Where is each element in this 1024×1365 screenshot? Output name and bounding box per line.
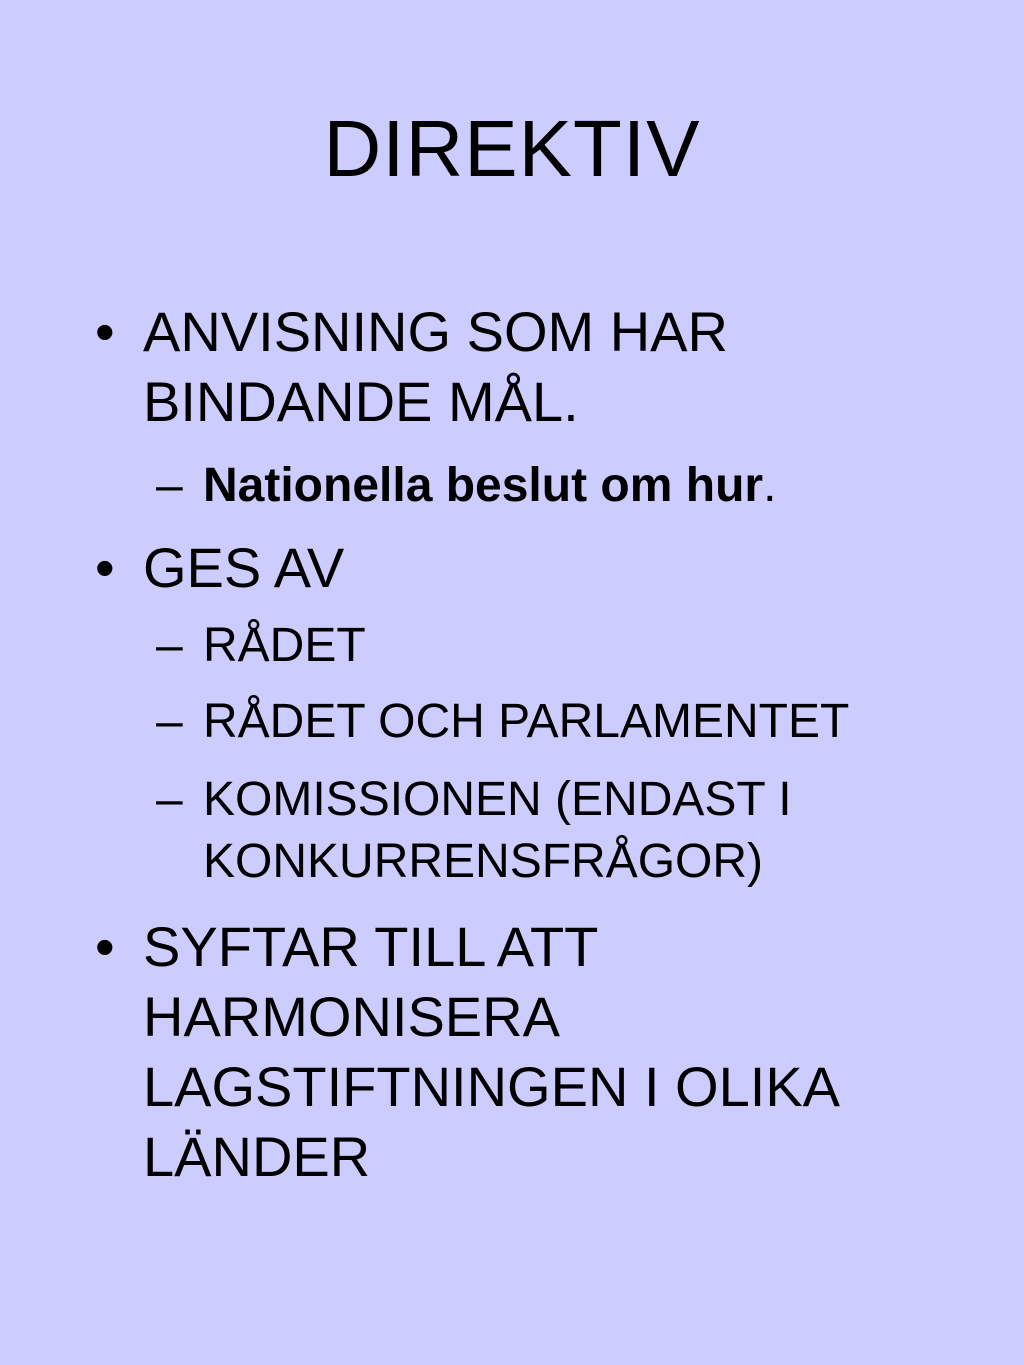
bullet-marker: • bbox=[95, 915, 115, 978]
bullet-text bbox=[143, 297, 973, 437]
bullet-line: LÄNDER bbox=[143, 1125, 371, 1188]
bullet-marker: • bbox=[95, 300, 115, 363]
subitem-text bbox=[203, 769, 973, 893]
bullet-line: SYFTAR TILL ATT bbox=[143, 915, 599, 978]
dash-marker: – bbox=[156, 459, 183, 512]
dash-marker: – bbox=[156, 695, 183, 748]
subitem-text bbox=[203, 455, 973, 517]
bullet-line: HARMONISERA bbox=[143, 985, 560, 1048]
dash-marker: – bbox=[156, 773, 183, 826]
bullet-line: BINDANDE MÅL. bbox=[143, 370, 579, 433]
subitem-trailing-text: . bbox=[763, 459, 777, 512]
subitem-bold-text: Nationella beslut om hur bbox=[203, 459, 764, 512]
slide-title: DIREKTIV bbox=[323, 104, 701, 193]
subitem-text bbox=[203, 691, 973, 753]
subitem-line: RÅDET bbox=[203, 619, 366, 672]
bullet-text bbox=[143, 533, 973, 603]
subitem-text bbox=[203, 615, 973, 677]
subitem-line: RÅDET OCH PARLAMENTET bbox=[203, 695, 850, 748]
bullet-marker: • bbox=[95, 536, 115, 599]
dash-marker: – bbox=[156, 619, 183, 672]
bullet-line: ANVISNING SOM HAR bbox=[143, 300, 728, 363]
bullet-line: LAGSTIFTNINGEN I OLIKA bbox=[143, 1055, 841, 1118]
subitem-line: KONKURRENSFRÅGOR) bbox=[203, 835, 764, 888]
bullet-text bbox=[143, 912, 973, 1192]
bullet-line: GES AV bbox=[143, 536, 345, 599]
subitem-line: KOMISSIONEN (ENDAST I bbox=[203, 773, 792, 826]
